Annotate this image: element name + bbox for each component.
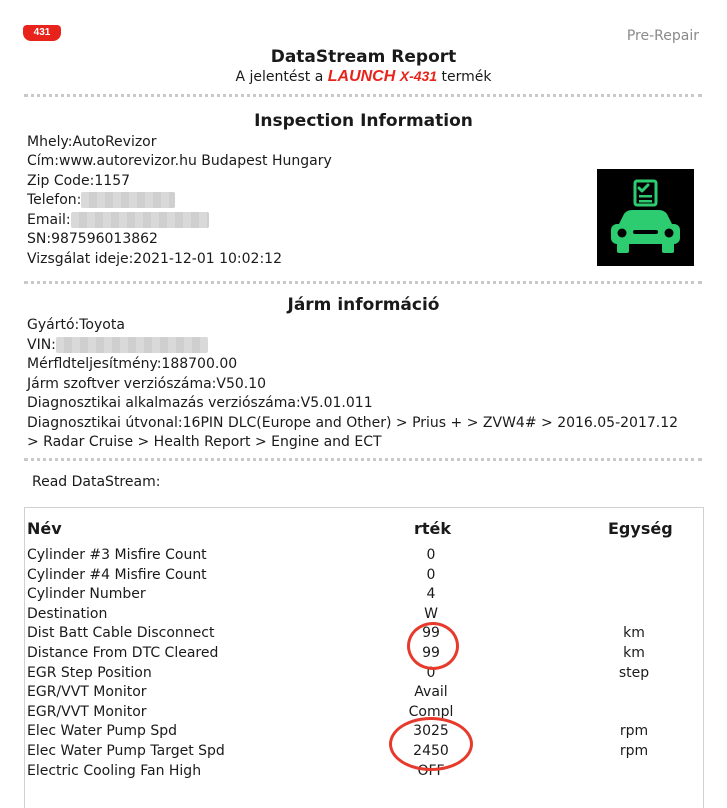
row-unit: step bbox=[618, 664, 650, 681]
phone-label: Telefon: bbox=[27, 192, 82, 208]
row-name: EGR Step Position bbox=[27, 664, 152, 681]
phone-line bbox=[27, 191, 175, 210]
row-name: Elec Water Pump Spd bbox=[27, 723, 178, 740]
report-subtitle bbox=[0, 68, 727, 86]
divider bbox=[24, 281, 702, 284]
row-name: EGR/VVT Monitor bbox=[27, 703, 147, 720]
row-name: Destination bbox=[27, 605, 108, 622]
row-value: 4 bbox=[426, 586, 436, 603]
email-redacted bbox=[71, 212, 209, 228]
row-name: EGR/VVT Monitor bbox=[27, 684, 147, 701]
launch-logo: LAUNCH bbox=[327, 68, 396, 85]
row-name: Elec Water Pump Target Spd bbox=[27, 743, 225, 759]
row-name: Cylinder #3 Misfire Count bbox=[27, 547, 207, 563]
subtitle-prefix: A jelentést a bbox=[235, 69, 324, 85]
row-name: Distance From DTC Cleared bbox=[27, 645, 219, 661]
row-value: 3025 bbox=[413, 723, 449, 740]
vin-label: VIN: bbox=[27, 337, 56, 353]
software-version-line: Járm szoftver verziószáma:V50.10 bbox=[27, 376, 267, 392]
column-header-name: Név bbox=[27, 519, 62, 538]
divider bbox=[24, 94, 702, 97]
divider bbox=[24, 458, 702, 461]
row-value: 99 bbox=[422, 645, 440, 661]
row-value: 0 bbox=[426, 547, 436, 563]
zip-line: Zip Code:1157 bbox=[27, 173, 131, 189]
inspection-date-line: Vizsgálat ideje:2021-12-01 10:02:12 bbox=[27, 251, 282, 267]
row-value: Compl bbox=[408, 703, 454, 720]
annotation-circle bbox=[389, 717, 473, 771]
diag-app-version-line: Diagnosztikai alkalmazás verziószáma:V5.01.011 bbox=[27, 395, 373, 411]
row-value: 99 bbox=[422, 625, 440, 642]
vin-redacted bbox=[56, 337, 208, 353]
row-value: W bbox=[424, 605, 438, 622]
inspection-info-title: Inspection Information bbox=[254, 111, 473, 131]
mileage-line: Mérfldteljesítmény:188700.00 bbox=[27, 356, 238, 372]
row-value: 0 bbox=[426, 664, 436, 681]
email-label: Email: bbox=[27, 212, 71, 228]
row-unit: rpm bbox=[619, 743, 649, 759]
phone-redacted bbox=[81, 192, 175, 208]
x431-logo: X-431 bbox=[399, 68, 438, 84]
vehicle-info-title: Járm információ bbox=[287, 295, 440, 315]
car-checklist-icon bbox=[597, 169, 694, 266]
row-unit: km bbox=[623, 645, 645, 661]
workshop-line: Mhely:AutoRevizor bbox=[27, 134, 157, 150]
email-line bbox=[27, 211, 209, 230]
report-title: DataStream Report bbox=[270, 47, 457, 67]
pre-repair-label: Pre-Repair bbox=[626, 28, 699, 44]
row-name: Cylinder #4 Misfire Count bbox=[27, 566, 207, 583]
column-header-value: rték bbox=[414, 519, 452, 538]
serial-number-line: SN:987596013862 bbox=[27, 231, 158, 247]
row-name: Cylinder Number bbox=[27, 586, 146, 603]
row-unit: km bbox=[623, 625, 645, 642]
row-name: Electric Cooling Fan High bbox=[27, 762, 202, 779]
subtitle-suffix: termék bbox=[441, 69, 492, 85]
make-line: Gyártó:Toyota bbox=[27, 317, 125, 333]
row-value: 0 bbox=[426, 566, 436, 583]
address-line: Cím:www.autorevizor.hu Budapest Hungary bbox=[27, 153, 332, 169]
row-value: OFF bbox=[417, 762, 445, 779]
read-datastream-label: Read DataStream: bbox=[32, 474, 161, 490]
vin-line bbox=[27, 336, 208, 355]
row-value: 2450 bbox=[413, 743, 449, 759]
launch-431-badge: 431 bbox=[23, 25, 61, 41]
column-header-unit: Egység bbox=[608, 519, 673, 538]
row-unit: rpm bbox=[619, 723, 649, 740]
diag-path-line: Diagnosztikai útvonal:16PIN DLC(Europe and Other) > Prius + > ZVW4# > 2016.05-2017.12 > Radar Cruise > Health Report > Engine and ECT bbox=[27, 415, 679, 450]
annotation-circle bbox=[407, 622, 459, 670]
row-value: Avail bbox=[414, 684, 448, 701]
row-name: Dist Batt Cable Disconnect bbox=[27, 625, 215, 642]
